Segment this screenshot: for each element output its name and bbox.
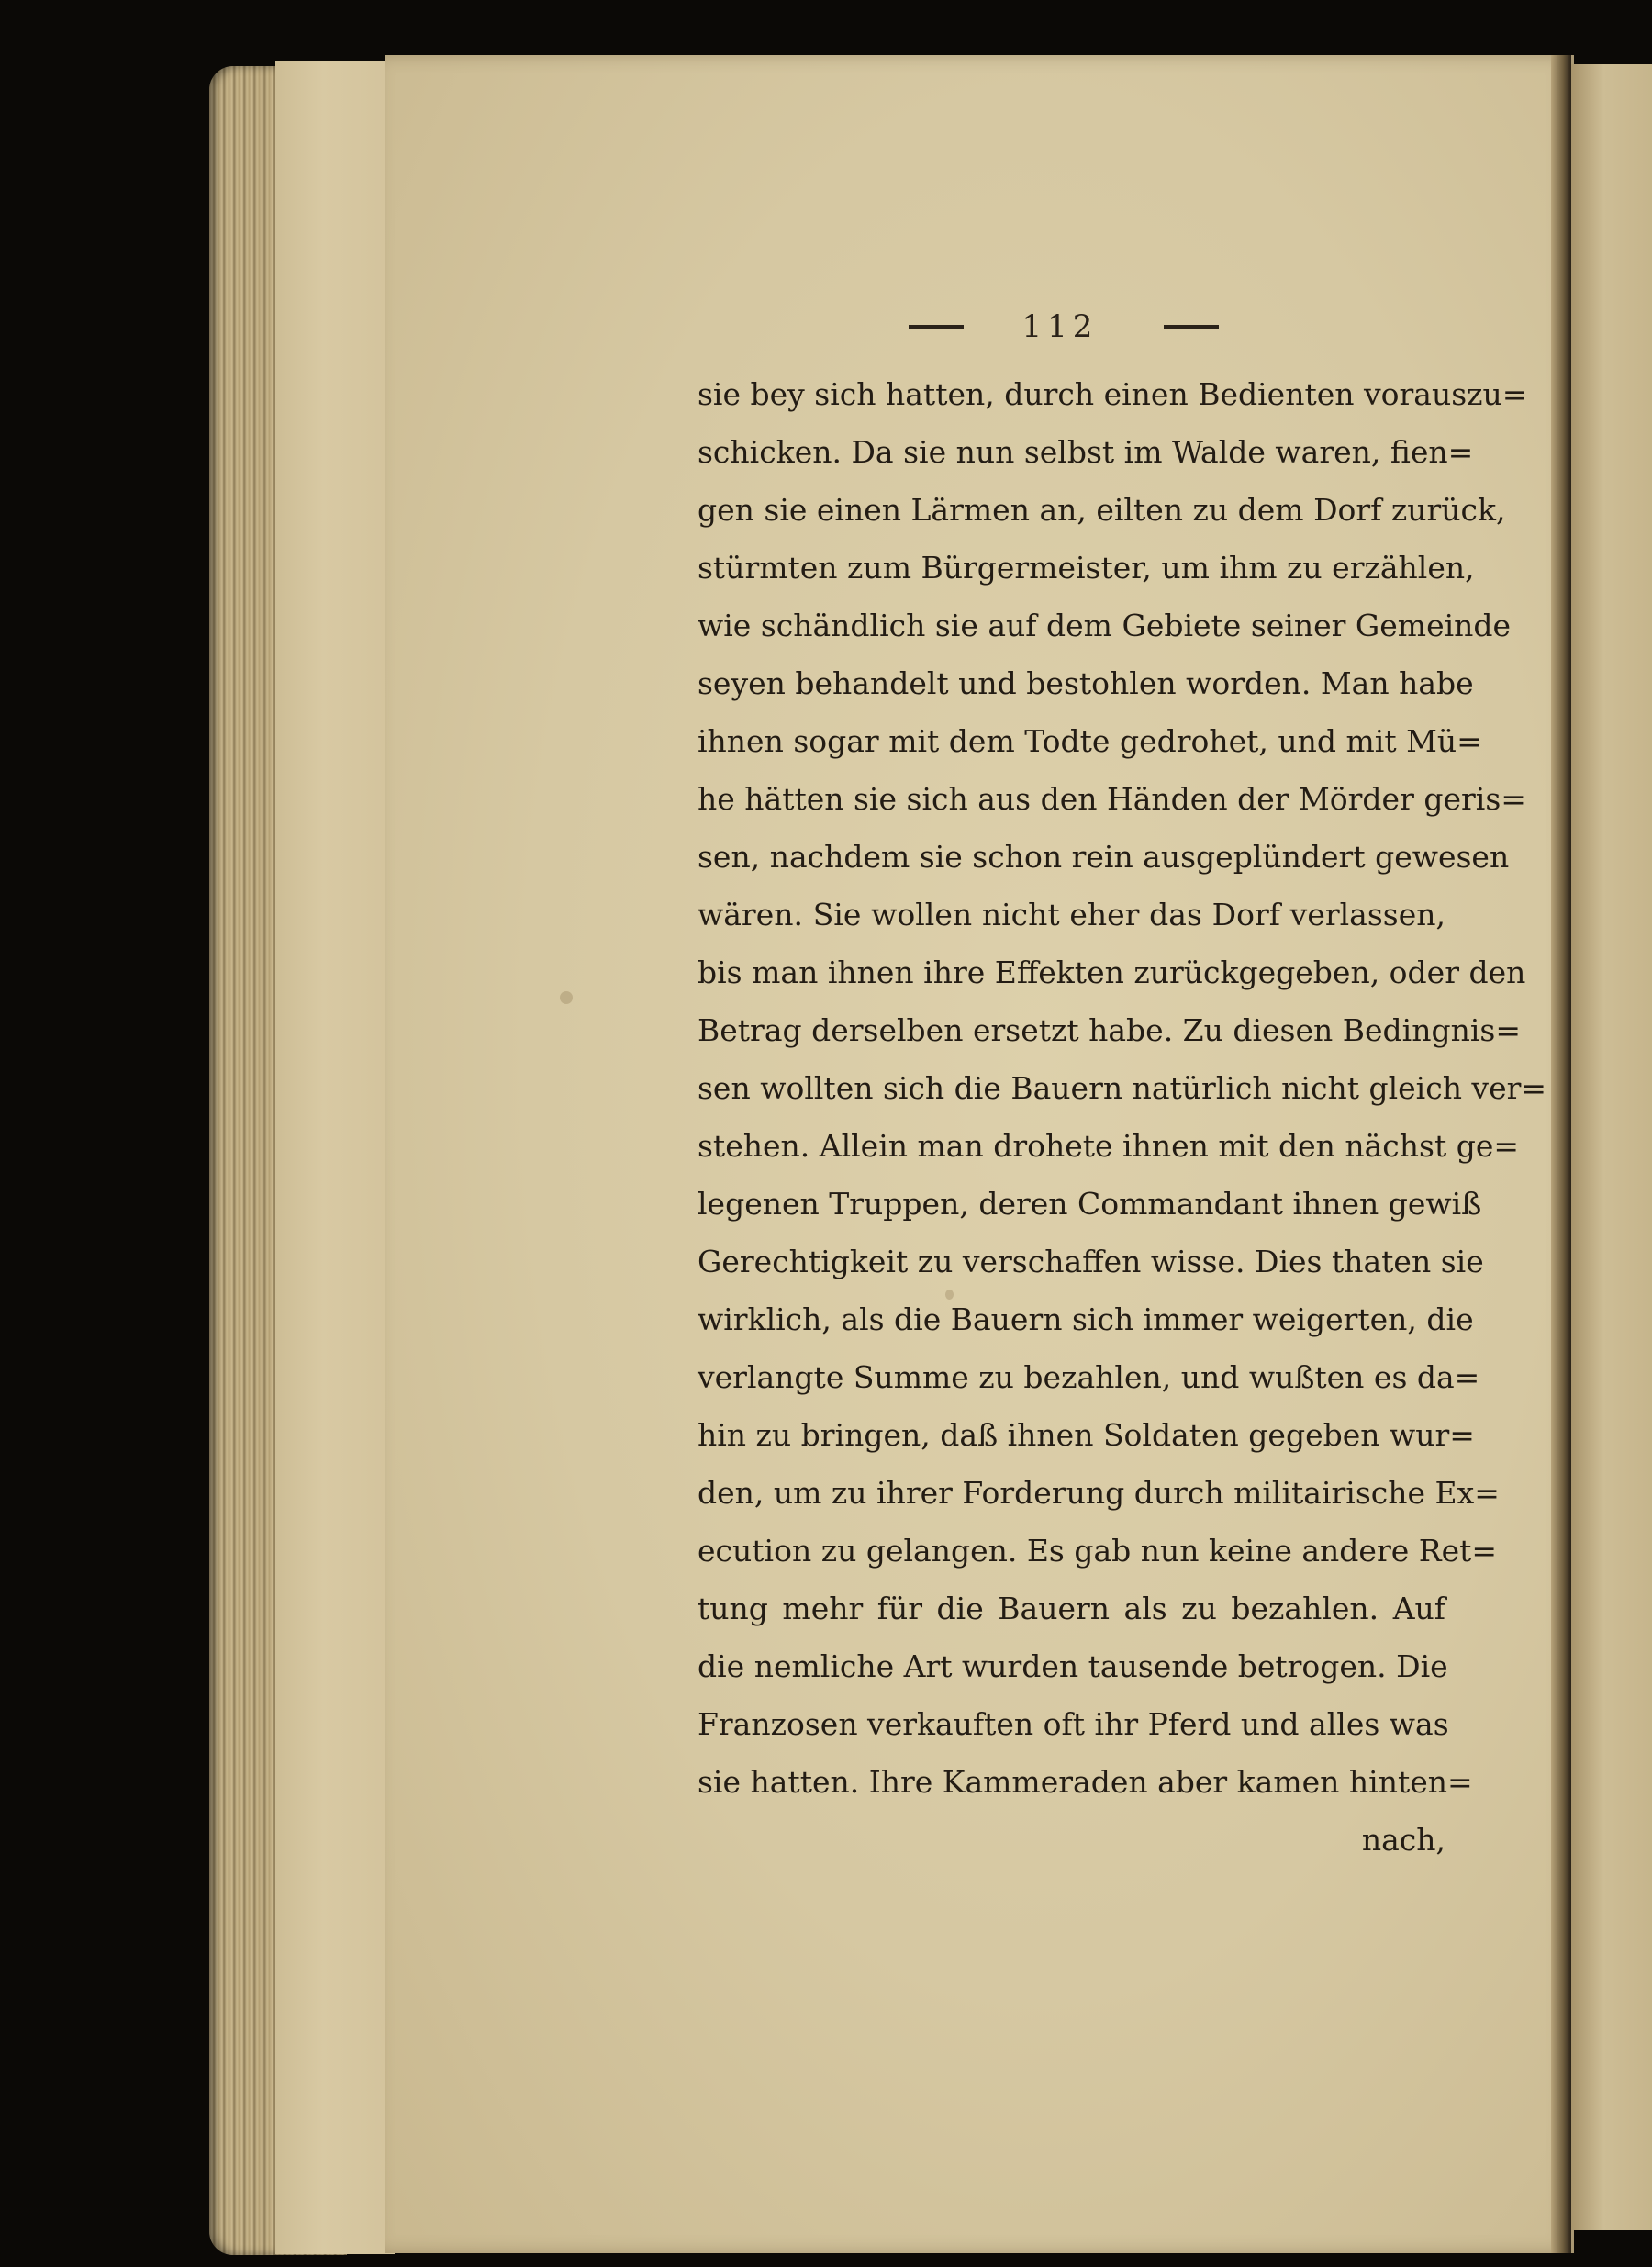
header-dash-left bbox=[909, 325, 964, 329]
text-line: ihnen sogar mit dem Todte gedrohet, und mit Mü= bbox=[698, 723, 1482, 759]
text-line: hin zu bringen, daß ihnen Soldaten gegeben wur= bbox=[698, 1417, 1475, 1453]
text-line: wären. Sie wollen nicht eher das Dorf verlassen, bbox=[698, 897, 1446, 932]
text-line: stürmten zum Bürgermeister, um ihm zu erzählen, bbox=[698, 550, 1475, 586]
text-line: wirklich, als die Bauern sich immer weigerten, die bbox=[698, 1301, 1474, 1337]
text-line: den, um zu ihrer Forderung durch militairische Ex= bbox=[698, 1475, 1500, 1511]
text-block bbox=[698, 365, 1547, 1869]
text-line: legenen Truppen, deren Commandant ihnen gewiß bbox=[698, 1186, 1482, 1222]
text-line: wie schändlich sie auf dem Gebiete seiner Gemeinde bbox=[698, 608, 1512, 643]
facing-page-edge bbox=[1571, 64, 1652, 2230]
text-line: sie hatten. Ihre Kammeraden aber kamen hinten= bbox=[698, 1764, 1473, 1800]
text-line: gen sie einen Lärmen an, eilten zu dem Dorf zurück, bbox=[698, 492, 1506, 528]
text-line: he hätten sie sich aus den Händen der Mörder geris= bbox=[698, 781, 1526, 817]
catchword: nach, bbox=[1361, 1822, 1446, 1858]
book-gutter bbox=[1551, 55, 1571, 2253]
text-line: tung mehr für die Bauern als zu bezahlen. Auf bbox=[698, 1591, 1446, 1626]
header-dash-right bbox=[1164, 325, 1219, 329]
text-line: bis man ihnen ihre Effekten zurückgegeben, oder den bbox=[698, 955, 1526, 990]
text-line: Betrag derselben ersetzt habe. Zu diesen Bedingnis= bbox=[698, 1012, 1521, 1048]
text-line: seyen behandelt und bestohlen worden. Man habe bbox=[698, 665, 1474, 701]
text-line: verlangte Summe zu bezahlen, und wußten es da= bbox=[698, 1359, 1480, 1395]
text-line: sen, nachdem sie schon rein ausgeplündert gewesen bbox=[698, 839, 1510, 875]
text-line: schicken. Da sie nun selbst im Walde waren, fien= bbox=[698, 434, 1474, 470]
text-line: Franzosen verkauften oft ihr Pferd und alles was bbox=[698, 1706, 1449, 1742]
left-margin bbox=[275, 61, 395, 2254]
text-line: Gerechtigkeit zu verschaffen wisse. Dies thaten sie bbox=[698, 1244, 1484, 1279]
text-line: ecution zu gelangen. Es gab nun keine andere Ret= bbox=[698, 1533, 1498, 1569]
text-line: sie bey sich hatten, durch einen Bedienten vorauszu= bbox=[698, 376, 1528, 412]
text-line: stehen. Allein man drohete ihnen mit den nächst ge= bbox=[698, 1128, 1520, 1164]
paper-stain bbox=[560, 991, 573, 1004]
text-line: sen wollten sich die Bauern natürlich nicht gleich ver= bbox=[698, 1070, 1547, 1106]
text-line: die nemliche Art wurden tausende betrogen. Die bbox=[698, 1648, 1448, 1684]
page-header bbox=[899, 308, 1230, 345]
page-number: 112 bbox=[1021, 308, 1099, 345]
